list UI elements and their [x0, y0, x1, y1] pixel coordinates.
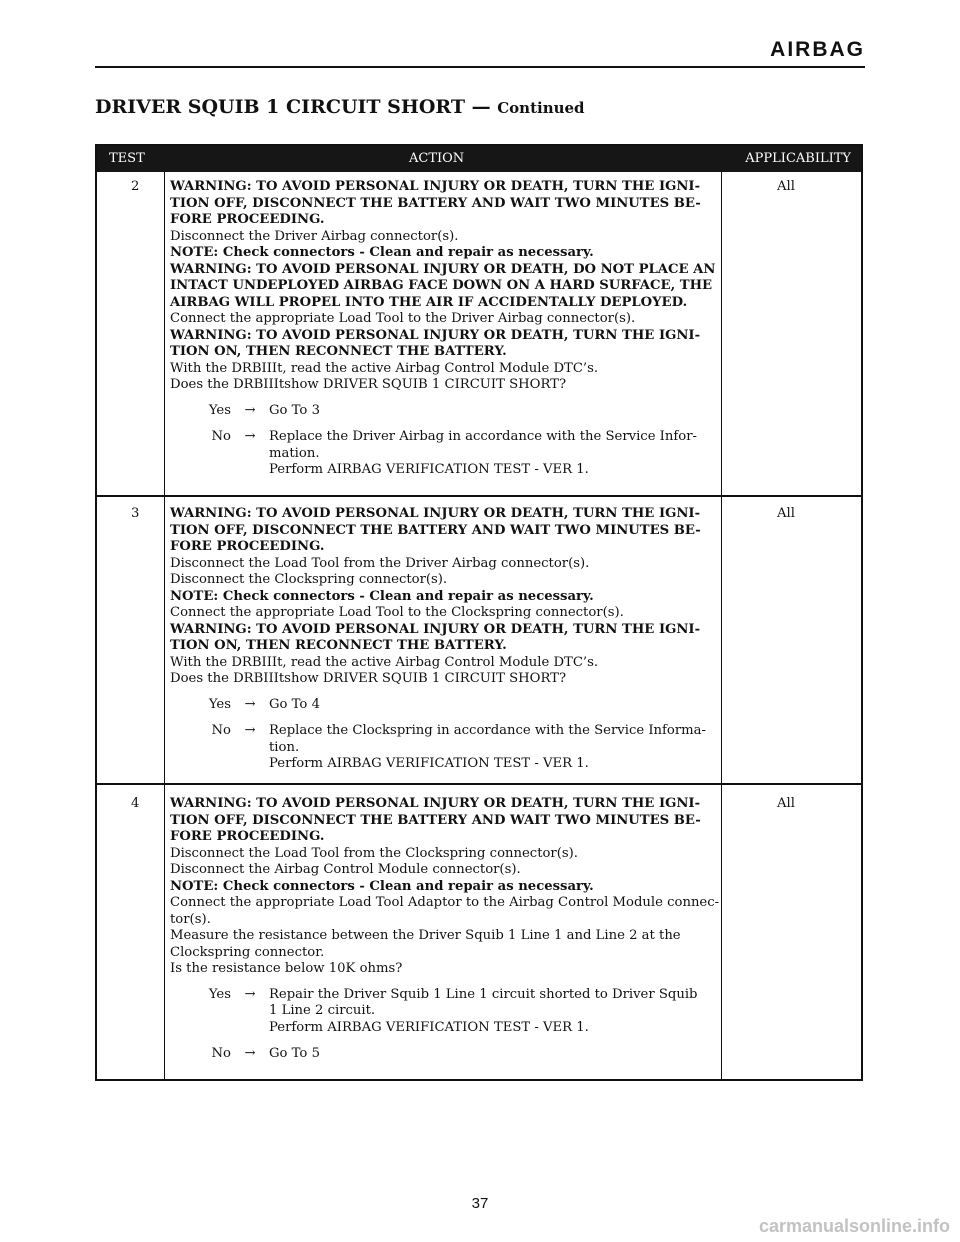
- answer-item: [170, 429, 717, 479]
- warning-line: WARNING: TO AVOID PERSONAL INJURY OR DEATH, TURN THE IGNI-: [170, 796, 701, 811]
- page-title-main: DRIVER SQUIB 1 CIRCUIT SHORT —: [95, 96, 491, 118]
- answer-text: [269, 987, 717, 1037]
- instruction-line: Is the resistance below 10K ohms?: [170, 961, 403, 976]
- warning-line: TION OFF, DISCONNECT THE BATTERY AND WAIT TWO MINUTES BE-: [170, 522, 701, 538]
- arrow-icon: →: [244, 986, 256, 1002]
- action-cell: [170, 506, 717, 783]
- warning-line: TION ON, THEN RECONNECT THE BATTERY.: [170, 638, 507, 653]
- instruction-line: Connect the appropriate Load Tool to the Driver Airbag connector(s).: [170, 311, 636, 326]
- row-divider: [97, 783, 861, 785]
- instruction-line: With the DRBIIIt, read the active Airbag Control Module DTC’s.: [170, 360, 599, 376]
- warning-line: TION OFF, DISCONNECT THE BATTERY AND WAIT TWO MINUTES BE-: [170, 195, 701, 211]
- warning-line: NOTE: Check connectors - Clean and repair as necessary.: [170, 245, 594, 260]
- warning-line: FORE PROCEEDING.: [170, 539, 325, 554]
- instruction-line: Measure the resistance between the Driver Squib 1 Line 1 and Line 2 at the: [170, 928, 681, 943]
- instruction-line: Disconnect the Airbag Control Module connector(s).: [170, 862, 521, 877]
- answer-text: [269, 723, 717, 773]
- warning-line: WARNING: TO AVOID PERSONAL INJURY OR DEATH, TURN THE IGNI-: [170, 506, 701, 521]
- answer-list: [170, 403, 717, 479]
- answer-text: [269, 697, 717, 714]
- instruction-line: Does the DRBIIItshow DRIVER SQUIB 1 CIRCUIT SHORT?: [170, 671, 567, 686]
- page-number: 37: [471, 1195, 489, 1212]
- arrow-icon: →: [244, 696, 256, 712]
- column-divider-test: [164, 172, 165, 1079]
- arrow-icon: →: [244, 723, 256, 738]
- test-number: 3: [131, 506, 140, 521]
- answer-line: Perform AIRBAG VERIFICATION TEST - VER 1.: [269, 1019, 589, 1035]
- answer-label: No: [211, 1046, 231, 1061]
- answer-item: [170, 723, 717, 773]
- action-cell: [170, 796, 720, 1073]
- applicability-value: All: [777, 179, 795, 194]
- answer-list: [170, 697, 717, 773]
- instruction-line: Disconnect the Load Tool from the Clockspring connector(s).: [170, 845, 578, 861]
- arrow-icon: →: [244, 1046, 256, 1061]
- column-header-test: TEST: [109, 151, 145, 166]
- answer-line: Go To 4: [269, 696, 320, 712]
- warning-line: NOTE: Check connectors - Clean and repair as necessary.: [170, 878, 594, 894]
- page-title: [95, 96, 585, 118]
- page-title-continued: Continued: [497, 99, 585, 117]
- warning-line: TION ON, THEN RECONNECT THE BATTERY.: [170, 344, 507, 359]
- column-divider-applicability: [721, 172, 722, 1079]
- answer-label: No: [211, 723, 231, 738]
- warning-line: NOTE: Check connectors - Clean and repair as necessary.: [170, 588, 594, 604]
- answer-text: [269, 1046, 717, 1063]
- answer-line: Replace the Driver Airbag in accordance with the Service Infor-: [269, 429, 697, 444]
- diagnostic-test-table: [95, 144, 863, 1081]
- answer-text: [269, 429, 717, 479]
- arrow-icon: →: [244, 402, 256, 418]
- answer-item: [170, 403, 717, 420]
- warning-line: WARNING: TO AVOID PERSONAL INJURY OR DEATH, DO NOT PLACE AN: [170, 261, 716, 277]
- row-divider: [97, 495, 861, 497]
- warning-line: WARNING: TO AVOID PERSONAL INJURY OR DEATH, TURN THE IGNI-: [170, 621, 701, 637]
- answer-item: [170, 697, 717, 714]
- answer-label: No: [211, 429, 231, 444]
- answer-line: Go To 3: [269, 402, 320, 418]
- answer-item: [170, 987, 717, 1037]
- test-number: 2: [131, 179, 140, 194]
- warning-line: FORE PROCEEDING.: [170, 212, 325, 227]
- instruction-line: Disconnect the Clockspring connector(s).: [170, 572, 448, 587]
- answer-item: [170, 1046, 717, 1063]
- applicability-value: All: [777, 506, 795, 521]
- instruction-line: Clockspring connector.: [170, 944, 325, 960]
- warning-line: AIRBAG WILL PROPEL INTO THE AIR IF ACCIDENTALLY DEPLOYED.: [170, 294, 688, 310]
- answer-line: 1 Line 2 circuit.: [269, 1003, 376, 1018]
- header-rule: [95, 66, 865, 68]
- answer-line: tion.: [269, 739, 300, 755]
- answer-line: Replace the Clockspring in accordance with the Service Informa-: [269, 723, 706, 738]
- answer-line: Perform AIRBAG VERIFICATION TEST - VER 1.: [269, 462, 589, 477]
- answer-label: Yes: [208, 696, 231, 712]
- section-header: AIRBAG: [770, 38, 865, 61]
- answer-line: Perform AIRBAG VERIFICATION TEST - VER 1.: [269, 756, 589, 771]
- instruction-line: Disconnect the Driver Airbag connector(s).: [170, 228, 459, 244]
- answer-label: Yes: [208, 402, 231, 418]
- column-header-applicability: APPLICABILITY: [745, 151, 851, 166]
- answer-label: Yes: [208, 986, 231, 1002]
- action-cell: [170, 179, 717, 489]
- warning-line: FORE PROCEEDING.: [170, 829, 325, 844]
- answer-list: [170, 987, 717, 1063]
- test-number: 4: [131, 796, 140, 811]
- watermark: carmanualsonline.info: [758, 1216, 950, 1236]
- instruction-line: Connect the appropriate Load Tool to the Clockspring connector(s).: [170, 605, 624, 620]
- instruction-line: tor(s).: [170, 911, 211, 927]
- applicability-value: All: [777, 796, 795, 811]
- warning-line: WARNING: TO AVOID PERSONAL INJURY OR DEATH, TURN THE IGNI-: [170, 179, 701, 194]
- warning-line: TION OFF, DISCONNECT THE BATTERY AND WAIT TWO MINUTES BE-: [170, 812, 701, 828]
- instruction-line: Connect the appropriate Load Tool Adaptor to the Airbag Control Module connec-: [170, 895, 720, 910]
- answer-line: mation.: [269, 445, 320, 461]
- answer-line: Go To 5: [269, 1046, 320, 1061]
- column-header-action: ACTION: [409, 151, 465, 166]
- instruction-line: Disconnect the Load Tool from the Driver Airbag connector(s).: [170, 555, 590, 571]
- table-header: [97, 146, 861, 172]
- answer-text: [269, 403, 717, 420]
- warning-line: INTACT UNDEPLOYED AIRBAG FACE DOWN ON A HARD SURFACE, THE: [170, 278, 713, 293]
- answer-line: Repair the Driver Squib 1 Line 1 circuit shorted to Driver Squib: [269, 986, 698, 1002]
- instruction-line: With the DRBIIIt, read the active Airbag Control Module DTC’s.: [170, 654, 599, 670]
- warning-line: WARNING: TO AVOID PERSONAL INJURY OR DEATH, TURN THE IGNI-: [170, 327, 701, 343]
- instruction-line: Does the DRBIIItshow DRIVER SQUIB 1 CIRCUIT SHORT?: [170, 377, 567, 392]
- arrow-icon: →: [244, 429, 256, 444]
